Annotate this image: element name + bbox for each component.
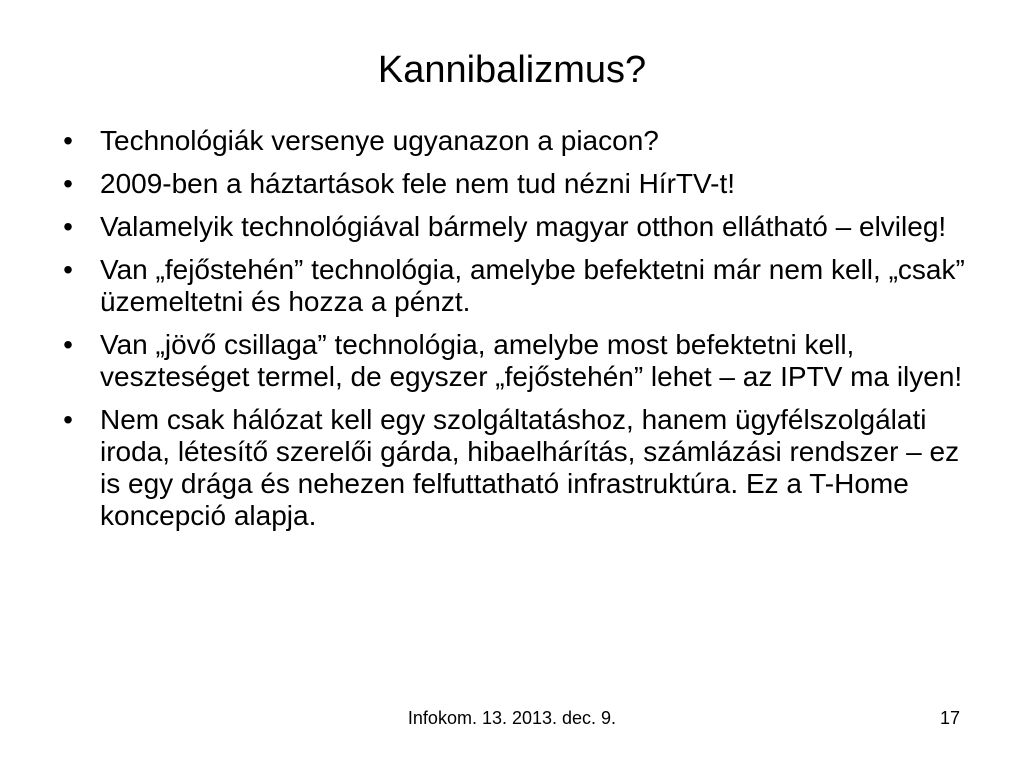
bullet-icon: • bbox=[63, 254, 73, 285]
slide-title: Kannibalizmus? bbox=[377, 49, 647, 91]
bullet-item bbox=[58, 404, 978, 532]
bullet-item bbox=[58, 211, 978, 243]
bullet-icon: • bbox=[63, 329, 73, 360]
bullet-item bbox=[58, 168, 978, 200]
bullet-icon: • bbox=[63, 125, 73, 156]
bullet-item bbox=[58, 125, 978, 157]
page-number: 17 bbox=[939, 708, 960, 728]
bullet-text: 2009-ben a háztartások fele nem tud nézni HírTV-t! bbox=[100, 168, 736, 199]
bullet-icon: • bbox=[63, 404, 73, 435]
bullet-item bbox=[58, 254, 978, 318]
bullet-item bbox=[58, 329, 978, 393]
footer-text: Infokom. 13. 2013. dec. 9. bbox=[407, 708, 617, 728]
bullet-text: Van „jövő csillaga” technológia, amelybe most befektetni kell, veszteséget termel, de egyszer „fejőstehén” lehet – az IPTV ma ilyen! bbox=[100, 329, 963, 392]
bullet-icon: • bbox=[63, 211, 73, 242]
bullet-icon: • bbox=[63, 168, 73, 199]
bullet-list bbox=[58, 125, 978, 543]
bullet-text: Van „fejőstehén” technológia, amelybe befektetni már nem kell, „csak” üzemeltetni és hozza a pénzt. bbox=[100, 254, 965, 317]
bullet-text: Valamelyik technológiával bármely magyar otthon ellátható – elvileg! bbox=[100, 211, 947, 242]
bullet-text: Technológiák versenye ugyanazon a piacon? bbox=[100, 125, 659, 156]
bullet-text: Nem csak hálózat kell egy szolgáltatáshoz, hanem ügyfélszolgálati iroda, létesítő szerelői gárda, hibaelhárítás, számlázási rendszer – ez is egy drága és nehezen felfuttatható infrastruktúra. Ez a T-Home koncepció alapja. bbox=[100, 404, 960, 531]
